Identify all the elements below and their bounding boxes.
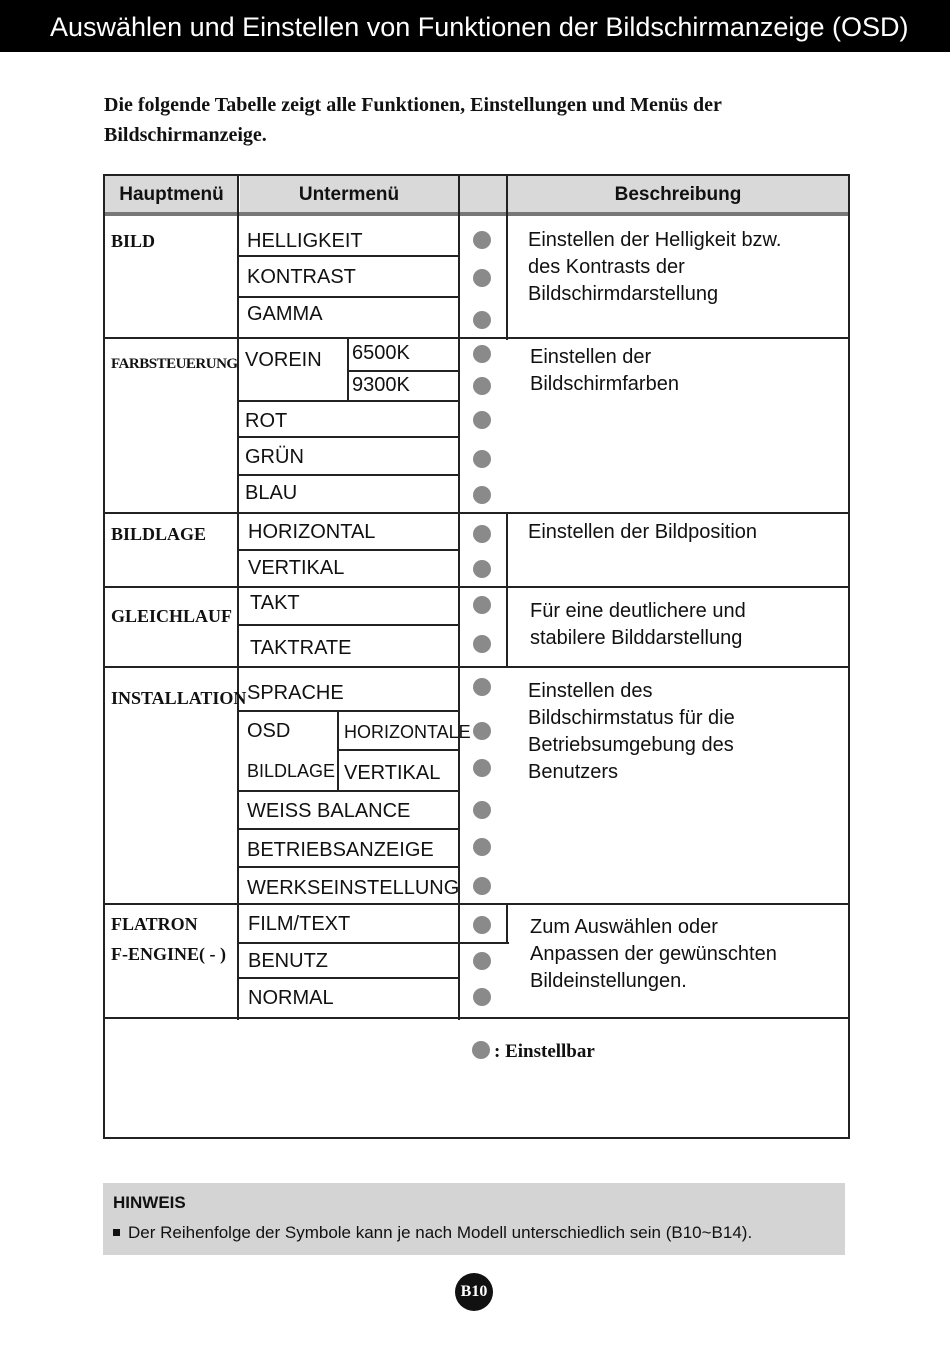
submenu-normal: NORMAL: [248, 987, 334, 1009]
row-divider: [239, 624, 459, 626]
adjustable-dot: [473, 838, 491, 856]
note-box: [103, 1183, 845, 1255]
main-menu-installation: INSTALLATION: [111, 688, 247, 708]
main-menu-bildlage: BILDLAGE: [111, 524, 207, 544]
submenu-film-text: FILM/TEXT: [248, 913, 351, 935]
header-description: Beschreibung: [508, 176, 848, 216]
adjustable-dot: [473, 486, 491, 504]
section-divider: [105, 337, 848, 339]
page-title: Auswählen und Einstellen von Funktionen der Bildschirmanzeige (OSD): [0, 0, 950, 52]
row-divider: [239, 977, 459, 979]
adjustable-dot: [473, 759, 491, 777]
adjustable-dot: [473, 231, 491, 249]
section-divider: [105, 1017, 848, 1019]
intro-text: [104, 90, 844, 150]
row-divider: [239, 828, 459, 830]
main-menu-farbsteuerung: FARBSTEUERUNG: [111, 356, 238, 372]
submenu-weiss-balance: WEISS BALANCE: [247, 800, 411, 822]
description-line: Bildschirmfarben: [530, 373, 679, 395]
submenu-benutz: BENUTZ: [248, 950, 328, 972]
adjustable-dot: [473, 311, 491, 329]
square-bullet-icon: [113, 1229, 120, 1236]
main-menu-gleichlauf: GLEICHLAUF: [111, 606, 233, 626]
submenu-horizontale: HORIZONTALE: [344, 722, 471, 742]
submenu-taktrate: TAKTRATE: [250, 637, 352, 659]
adjustable-dot: [473, 269, 491, 287]
description-gleichlauf: [530, 598, 746, 652]
adjustable-dot: [473, 345, 491, 363]
page-number-badge: B10: [455, 1273, 493, 1311]
description-bild: [528, 227, 781, 308]
submenu-osd-vertikal: VERTIKAL: [344, 762, 441, 784]
intro-line-1: Die folgende Tabelle zeigt alle Funktionen, Einstellungen und Menüs der: [104, 94, 722, 116]
submenu-gruen: GRÜN: [245, 446, 304, 468]
divider-dot-desc: [506, 903, 508, 943]
row-divider: [239, 942, 509, 944]
legend: [472, 1041, 595, 1063]
submenu-helligkeit: HELLIGKEIT: [247, 230, 363, 252]
adjustable-dot: [473, 722, 491, 740]
header-submenu: Untermenü: [240, 176, 458, 216]
adjustable-dot: [473, 916, 491, 934]
description-line: Benutzers: [528, 761, 619, 783]
description-line: Bildschirmstatus für die: [528, 707, 735, 729]
divider-main-sub: [237, 176, 239, 1020]
description-line: Einstellen der: [530, 346, 652, 368]
row-divider: [239, 474, 459, 476]
row-divider: [349, 370, 459, 372]
header-dot-column: [460, 176, 506, 216]
main-menu-flatron: FLATRON: [111, 914, 198, 934]
row-divider: [239, 400, 459, 402]
adjustable-dot: [473, 988, 491, 1006]
adjustable-dot: [473, 801, 491, 819]
row-divider: [239, 296, 459, 298]
divider-dot-desc: [506, 512, 508, 668]
header-underline: [105, 212, 848, 216]
row-divider: [239, 255, 459, 257]
adjustable-dot: [473, 377, 491, 395]
submenu-horizontal: HORIZONTAL: [248, 521, 376, 543]
divider-vorein: [347, 338, 349, 400]
description-line: Bildschirmdarstellung: [528, 283, 719, 305]
adjustable-dot: [473, 952, 491, 970]
submenu-osd-bildlage: BILDLAGE: [247, 761, 336, 781]
row-divider: [239, 549, 459, 551]
submenu-betriebsanzeige: BETRIEBSANZEIGE: [247, 839, 434, 861]
description-flatron: [530, 914, 777, 995]
note-title: HINWEIS: [113, 1193, 186, 1212]
adjustable-dot: [473, 678, 491, 696]
adjustable-dot: [473, 525, 491, 543]
section-divider: [105, 666, 848, 668]
row-divider: [239, 790, 459, 792]
main-menu-bild: BILD: [111, 231, 156, 251]
header-main-menu: Hauptmenü: [105, 176, 238, 216]
description-line: Einstellen des: [528, 680, 653, 702]
adjustable-dot: [473, 560, 491, 578]
submenu-6500k: 6500K: [352, 342, 410, 364]
row-divider: [339, 749, 459, 751]
adjustable-dot: [473, 411, 491, 429]
description-line: Zum Auswählen oder: [530, 916, 718, 938]
submenu-kontrast: KONTRAST: [247, 266, 356, 288]
adjustable-dot: [473, 596, 491, 614]
intro-line-2: Bildschirmanzeige.: [104, 124, 267, 146]
submenu-werkseinstellung: WERKSEINSTELLUNG: [247, 877, 460, 899]
submenu-9300k: 9300K: [352, 374, 410, 396]
description-line: Für eine deutlichere und: [530, 600, 746, 622]
submenu-gamma: GAMMA: [247, 303, 323, 325]
section-divider: [105, 903, 848, 905]
submenu-vertikal: VERTIKAL: [248, 557, 345, 579]
submenu-takt: TAKT: [250, 592, 300, 614]
note-line: [113, 1223, 752, 1243]
description-installation: [528, 678, 735, 786]
submenu-sprache: SPRACHE: [247, 682, 344, 704]
description-line: Betriebsumgebung des: [528, 734, 734, 756]
submenu-vorein: VOREIN: [245, 349, 322, 371]
submenu-osd: OSD: [247, 720, 291, 742]
row-divider: [239, 866, 459, 868]
description-line: Anpassen der gewünschten: [530, 943, 777, 965]
description-line: stabilere Bilddarstellung: [530, 627, 743, 649]
section-divider: [105, 586, 848, 588]
description-bildlage: [528, 519, 757, 546]
description-line: des Kontrasts der: [528, 256, 685, 278]
submenu-blau: BLAU: [245, 482, 298, 504]
divider-dot-desc: [506, 176, 508, 340]
description-line: Bildeinstellungen.: [530, 970, 687, 992]
adjustable-dot: [473, 450, 491, 468]
adjustable-dot: [473, 635, 491, 653]
legend-label: : Einstellbar: [494, 1041, 595, 1062]
submenu-rot: ROT: [245, 410, 288, 432]
description-line: Einstellen der Bildposition: [528, 521, 758, 543]
description-line: Einstellen der Helligkeit bzw.: [528, 229, 782, 251]
main-menu-f-engine: F-ENGINE( - ): [111, 944, 226, 964]
row-divider: [239, 436, 459, 438]
section-divider: [105, 512, 848, 514]
row-divider: [239, 710, 459, 712]
note-text: Der Reihenfolge der Symbole kann je nach Modell unterschiedlich sein (B10~B14).: [128, 1223, 753, 1242]
adjustable-dot: [473, 877, 491, 895]
legend-dot-icon: [472, 1041, 490, 1059]
description-farbsteuerung: [530, 344, 679, 398]
